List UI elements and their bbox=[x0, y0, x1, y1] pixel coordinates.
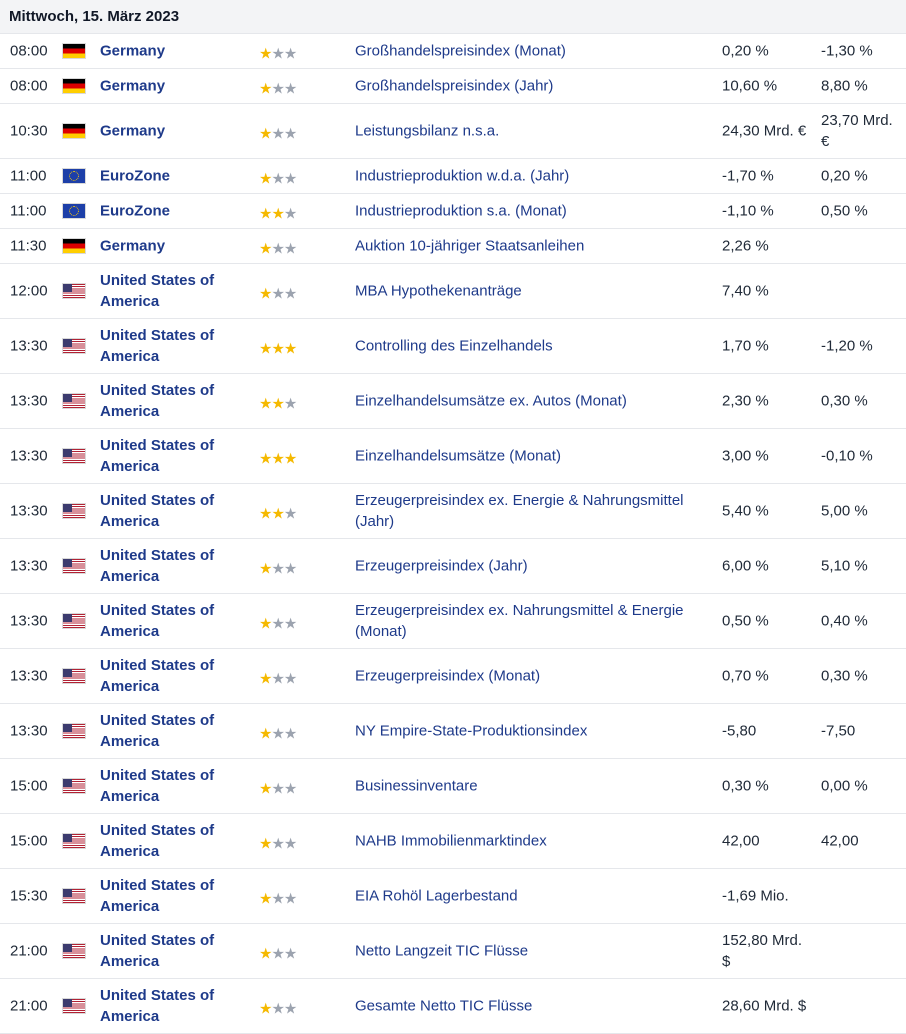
star-filled-icon: ★ bbox=[259, 205, 272, 223]
actual-value: 0,50 % bbox=[722, 612, 769, 630]
event-name-link[interactable]: Großhandelspreisindex (Monat) bbox=[355, 42, 566, 60]
flag-de-icon bbox=[63, 239, 85, 253]
flag-us-icon bbox=[63, 834, 85, 848]
previous-value: 0,40 % bbox=[821, 612, 868, 630]
event-row[interactable] bbox=[0, 539, 906, 594]
event-row[interactable] bbox=[0, 484, 906, 539]
event-time: 11:00 bbox=[10, 167, 47, 185]
actual-value: 0,30 % bbox=[722, 777, 769, 795]
country-link[interactable]: Germany bbox=[100, 122, 166, 140]
event-name-link[interactable]: Leistungsbilanz n.s.a. bbox=[355, 122, 500, 140]
actual-value: 1,70 % bbox=[722, 337, 769, 355]
star-filled-icon: ★ bbox=[259, 670, 272, 688]
event-time: 15:00 bbox=[10, 777, 48, 795]
event-name-link[interactable]: Controlling des Einzelhandels bbox=[355, 337, 553, 355]
importance-stars bbox=[259, 242, 296, 257]
event-time: 13:30 bbox=[10, 337, 48, 355]
star-empty-icon: ★ bbox=[283, 780, 297, 798]
country-link[interactable]: United States of America bbox=[100, 437, 215, 475]
importance-stars bbox=[259, 782, 296, 797]
actual-value: 42,00 bbox=[722, 832, 760, 850]
actual-value: 5,40 % bbox=[722, 502, 769, 520]
star-filled-icon: ★ bbox=[283, 450, 297, 468]
event-time: 21:00 bbox=[10, 942, 48, 960]
flag-de-icon bbox=[63, 124, 85, 138]
event-time: 10:30 bbox=[10, 122, 48, 140]
event-name-link[interactable]: Industrieproduktion w.d.a. (Jahr) bbox=[355, 167, 570, 185]
importance-stars bbox=[259, 672, 296, 687]
star-filled-icon: ★ bbox=[271, 340, 284, 358]
event-time: 13:30 bbox=[10, 502, 48, 520]
actual-value: 24,30 Mrd. € bbox=[722, 122, 807, 140]
event-name-link[interactable]: Erzeugerpreisindex (Monat) bbox=[355, 667, 541, 685]
country-link[interactable]: United States of America bbox=[100, 492, 215, 530]
importance-stars bbox=[259, 172, 296, 187]
star-empty-icon: ★ bbox=[283, 670, 297, 688]
event-time: 13:30 bbox=[10, 392, 48, 410]
star-filled-icon: ★ bbox=[259, 125, 272, 143]
previous-value: 0,00 % bbox=[821, 777, 868, 795]
previous-value: 0,30 % bbox=[821, 667, 868, 685]
star-empty-icon: ★ bbox=[271, 1000, 284, 1018]
date-header bbox=[0, 0, 906, 34]
star-filled-icon: ★ bbox=[259, 240, 272, 258]
flag-us-icon bbox=[63, 394, 85, 408]
event-row[interactable] bbox=[0, 759, 906, 814]
star-filled-icon: ★ bbox=[271, 205, 284, 223]
star-empty-icon: ★ bbox=[271, 240, 284, 258]
star-empty-icon: ★ bbox=[283, 205, 297, 223]
country-link[interactable]: United States of America bbox=[100, 822, 215, 860]
previous-value: 8,80 % bbox=[821, 77, 868, 95]
event-name-link[interactable]: Gesamte Netto TIC Flüsse bbox=[355, 997, 533, 1015]
event-name-link[interactable]: Erzeugerpreisindex ex. Energie & Nahrungsmittel (Jahr) bbox=[355, 492, 684, 530]
importance-stars bbox=[259, 397, 296, 412]
star-filled-icon: ★ bbox=[259, 1000, 272, 1018]
star-empty-icon: ★ bbox=[283, 240, 297, 258]
previous-value: 5,00 % bbox=[821, 502, 868, 520]
star-empty-icon: ★ bbox=[271, 560, 284, 578]
previous-value: 5,10 % bbox=[821, 557, 868, 575]
flag-us-icon bbox=[63, 724, 85, 738]
star-filled-icon: ★ bbox=[259, 505, 272, 523]
previous-value: 0,50 % bbox=[821, 202, 868, 220]
country-link[interactable]: Germany bbox=[100, 77, 166, 95]
event-row[interactable] bbox=[0, 104, 906, 159]
actual-value: 28,60 Mrd. $ bbox=[722, 997, 807, 1015]
event-row[interactable] bbox=[0, 594, 906, 649]
star-empty-icon: ★ bbox=[271, 170, 284, 188]
event-time: 13:30 bbox=[10, 722, 48, 740]
star-filled-icon: ★ bbox=[259, 560, 272, 578]
event-row[interactable] bbox=[0, 229, 906, 264]
star-filled-icon: ★ bbox=[271, 395, 284, 413]
actual-value: 0,70 % bbox=[722, 667, 769, 685]
event-row[interactable] bbox=[0, 924, 906, 979]
importance-stars bbox=[259, 342, 296, 357]
actual-value: 2,30 % bbox=[722, 392, 769, 410]
previous-value: -0,10 % bbox=[821, 447, 873, 465]
country-link[interactable]: United States of America bbox=[100, 657, 215, 695]
actual-value: 0,20 % bbox=[722, 42, 769, 60]
event-name-link[interactable]: Erzeugerpreisindex ex. Nahrungsmittel & Energie (Monat) bbox=[355, 602, 684, 640]
star-empty-icon: ★ bbox=[271, 80, 284, 98]
importance-stars bbox=[259, 947, 296, 962]
star-filled-icon: ★ bbox=[259, 170, 272, 188]
country-link[interactable]: United States of America bbox=[100, 547, 215, 585]
star-empty-icon: ★ bbox=[283, 725, 297, 743]
star-filled-icon: ★ bbox=[259, 45, 272, 63]
event-name-link[interactable]: Einzelhandelsumsätze ex. Autos (Monat) bbox=[355, 392, 627, 410]
star-filled-icon: ★ bbox=[259, 780, 272, 798]
star-filled-icon: ★ bbox=[259, 285, 272, 303]
event-row[interactable] bbox=[0, 429, 906, 484]
country-link[interactable]: United States of America bbox=[100, 382, 215, 420]
star-filled-icon: ★ bbox=[271, 505, 284, 523]
star-empty-icon: ★ bbox=[271, 725, 284, 743]
actual-value: -1,70 % bbox=[722, 167, 774, 185]
event-time: 13:30 bbox=[10, 612, 48, 630]
event-name-link[interactable]: Erzeugerpreisindex (Jahr) bbox=[355, 557, 528, 575]
event-row[interactable] bbox=[0, 814, 906, 869]
event-row[interactable] bbox=[0, 69, 906, 104]
importance-stars bbox=[259, 892, 296, 907]
importance-stars bbox=[259, 82, 296, 97]
flag-us-icon bbox=[63, 944, 85, 958]
importance-stars bbox=[259, 287, 296, 302]
event-time: 11:30 bbox=[10, 237, 47, 255]
importance-stars bbox=[259, 562, 296, 577]
event-time: 13:30 bbox=[10, 667, 48, 685]
star-empty-icon: ★ bbox=[283, 1000, 297, 1018]
country-link[interactable]: United States of America bbox=[100, 987, 215, 1025]
event-time: 08:00 bbox=[10, 42, 48, 60]
event-name-link[interactable]: Großhandelspreisindex (Jahr) bbox=[355, 77, 554, 95]
importance-stars bbox=[259, 837, 296, 852]
star-empty-icon: ★ bbox=[283, 890, 297, 908]
country-link[interactable]: Germany bbox=[100, 237, 166, 255]
actual-value: -1,10 % bbox=[722, 202, 774, 220]
previous-value: 23,70 Mrd. € bbox=[821, 112, 893, 150]
star-empty-icon: ★ bbox=[271, 285, 284, 303]
star-empty-icon: ★ bbox=[271, 890, 284, 908]
star-empty-icon: ★ bbox=[283, 285, 297, 303]
actual-value: 6,00 % bbox=[722, 557, 769, 575]
star-filled-icon: ★ bbox=[259, 835, 272, 853]
importance-stars bbox=[259, 127, 296, 142]
star-empty-icon: ★ bbox=[283, 560, 297, 578]
star-empty-icon: ★ bbox=[271, 45, 284, 63]
event-time: 08:00 bbox=[10, 77, 48, 95]
event-time: 11:00 bbox=[10, 202, 47, 220]
star-empty-icon: ★ bbox=[271, 615, 284, 633]
star-filled-icon: ★ bbox=[259, 340, 272, 358]
country-link[interactable]: Germany bbox=[100, 42, 166, 60]
flag-eu-icon bbox=[63, 169, 85, 183]
country-link[interactable]: United States of America bbox=[100, 272, 215, 310]
flag-us-icon bbox=[63, 999, 85, 1013]
event-time: 12:00 bbox=[10, 282, 48, 300]
previous-value: -7,50 bbox=[821, 722, 856, 740]
country-link[interactable]: EuroZone bbox=[100, 202, 170, 220]
event-name-link[interactable]: Netto Langzeit TIC Flüsse bbox=[355, 942, 529, 960]
previous-value: 0,20 % bbox=[821, 167, 868, 185]
previous-value: -1,30 % bbox=[821, 42, 873, 60]
event-row[interactable] bbox=[0, 374, 906, 429]
event-row[interactable] bbox=[0, 194, 906, 229]
importance-stars bbox=[259, 452, 296, 467]
event-row[interactable] bbox=[0, 649, 906, 704]
country-link[interactable]: United States of America bbox=[100, 327, 215, 365]
importance-stars bbox=[259, 507, 296, 522]
flag-us-icon bbox=[63, 504, 85, 518]
country-link[interactable]: EuroZone bbox=[100, 167, 170, 185]
star-empty-icon: ★ bbox=[283, 45, 297, 63]
star-filled-icon: ★ bbox=[259, 450, 272, 468]
previous-value: 0,30 % bbox=[821, 392, 868, 410]
importance-stars bbox=[259, 727, 296, 742]
event-name-link[interactable]: Industrieproduktion s.a. (Monat) bbox=[355, 202, 567, 220]
star-filled-icon: ★ bbox=[259, 80, 272, 98]
flag-us-icon bbox=[63, 614, 85, 628]
event-name-link[interactable]: Einzelhandelsumsätze (Monat) bbox=[355, 447, 561, 465]
star-empty-icon: ★ bbox=[283, 835, 297, 853]
country-link[interactable]: United States of America bbox=[100, 712, 215, 750]
star-empty-icon: ★ bbox=[283, 170, 297, 188]
country-link[interactable]: United States of America bbox=[100, 767, 215, 805]
star-empty-icon: ★ bbox=[271, 125, 284, 143]
flag-de-icon bbox=[63, 79, 85, 93]
star-empty-icon: ★ bbox=[271, 780, 284, 798]
previous-value: 42,00 bbox=[821, 832, 859, 850]
star-empty-icon: ★ bbox=[271, 670, 284, 688]
event-name-link[interactable]: EIA Rohöl Lagerbestand bbox=[355, 887, 518, 905]
importance-stars bbox=[259, 617, 296, 632]
event-name-link[interactable]: Auktion 10-jähriger Staatsanleihen bbox=[355, 237, 585, 255]
star-empty-icon: ★ bbox=[283, 80, 297, 98]
event-name-link[interactable]: NY Empire-State-Produktionsindex bbox=[355, 722, 588, 740]
flag-us-icon bbox=[63, 779, 85, 793]
star-empty-icon: ★ bbox=[283, 505, 297, 523]
country-link[interactable]: United States of America bbox=[100, 602, 215, 640]
importance-stars bbox=[259, 207, 296, 222]
star-filled-icon: ★ bbox=[259, 890, 272, 908]
event-row[interactable] bbox=[0, 319, 906, 374]
event-name-link[interactable]: NAHB Immobilienmarktindex bbox=[355, 832, 547, 850]
event-row[interactable] bbox=[0, 869, 906, 924]
star-empty-icon: ★ bbox=[271, 945, 284, 963]
actual-value: 3,00 % bbox=[722, 447, 769, 465]
importance-stars bbox=[259, 1002, 296, 1017]
star-empty-icon: ★ bbox=[283, 395, 297, 413]
previous-value: -1,20 % bbox=[821, 337, 873, 355]
flag-us-icon bbox=[63, 559, 85, 573]
actual-value: -5,80 bbox=[722, 722, 757, 740]
star-filled-icon: ★ bbox=[283, 340, 297, 358]
flag-us-icon bbox=[63, 889, 85, 903]
event-name-link[interactable]: MBA Hypothekenanträge bbox=[355, 282, 522, 300]
event-time: 15:00 bbox=[10, 832, 48, 850]
star-empty-icon: ★ bbox=[283, 125, 297, 143]
event-row[interactable] bbox=[0, 264, 906, 319]
flag-eu-icon bbox=[63, 204, 85, 218]
event-row[interactable] bbox=[0, 34, 906, 69]
star-filled-icon: ★ bbox=[259, 725, 272, 743]
event-row[interactable] bbox=[0, 159, 906, 194]
flag-de-icon bbox=[63, 44, 85, 58]
flag-us-icon bbox=[63, 669, 85, 683]
actual-value: 10,60 % bbox=[722, 77, 778, 95]
star-filled-icon: ★ bbox=[259, 615, 272, 633]
flag-us-icon bbox=[63, 284, 85, 298]
star-filled-icon: ★ bbox=[271, 450, 284, 468]
events-table bbox=[0, 34, 906, 1034]
flag-us-icon bbox=[63, 339, 85, 353]
country-link[interactable]: United States of America bbox=[100, 932, 215, 970]
actual-value: 152,80 Mrd. $ bbox=[722, 932, 803, 970]
star-filled-icon: ★ bbox=[259, 945, 272, 963]
event-time: 15:30 bbox=[10, 887, 48, 905]
star-empty-icon: ★ bbox=[283, 615, 297, 633]
event-name-link[interactable]: Businessinventare bbox=[355, 777, 478, 795]
actual-value: -1,69 Mio. bbox=[722, 887, 789, 905]
event-row[interactable] bbox=[0, 704, 906, 759]
date-header-label: Mittwoch, 15. März 2023 bbox=[9, 8, 180, 25]
event-time: 21:00 bbox=[10, 997, 48, 1015]
event-row[interactable] bbox=[0, 979, 906, 1034]
event-time: 13:30 bbox=[10, 447, 48, 465]
star-empty-icon: ★ bbox=[283, 945, 297, 963]
importance-stars bbox=[259, 47, 296, 62]
flag-us-icon bbox=[63, 449, 85, 463]
event-time: 13:30 bbox=[10, 557, 48, 575]
star-empty-icon: ★ bbox=[271, 835, 284, 853]
actual-value: 2,26 % bbox=[722, 237, 769, 255]
star-filled-icon: ★ bbox=[259, 395, 272, 413]
country-link[interactable]: United States of America bbox=[100, 877, 215, 915]
actual-value: 7,40 % bbox=[722, 282, 769, 300]
